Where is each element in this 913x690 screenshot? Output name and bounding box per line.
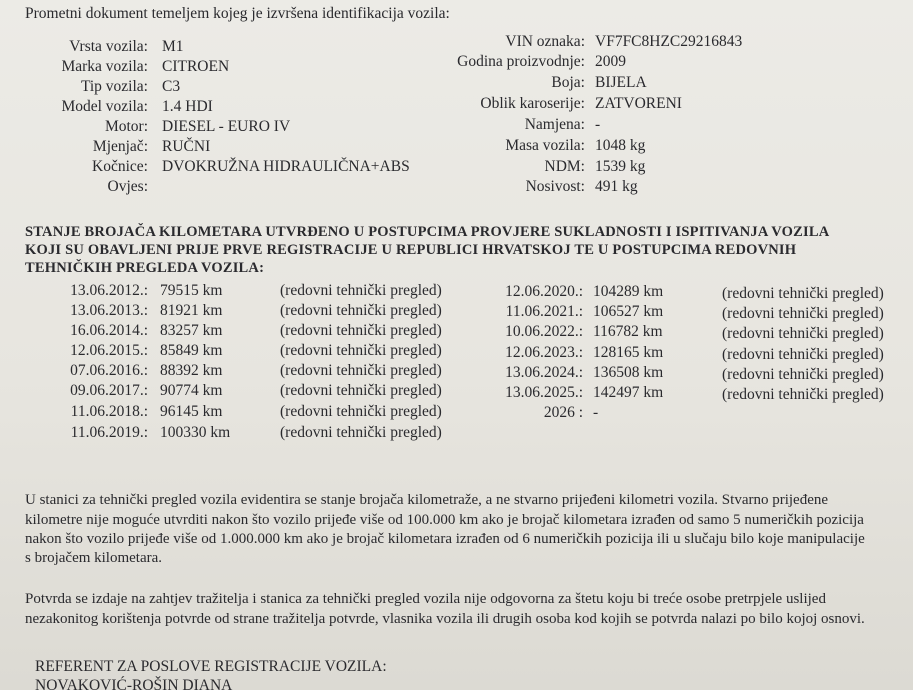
- odometer-date: 2026 :: [543, 404, 583, 421]
- paragraph-line: kilometre nije moguće utvrditi nakon što vozilo prijeđe više od 100.000 km ako je brojač kilometara izrađen od samo 5 numeričkih pozicija: [25, 512, 864, 528]
- info-label: Ovjes:: [107, 178, 148, 195]
- info-value: ZATVORENI: [595, 95, 682, 112]
- info-value: 2009: [595, 53, 626, 70]
- odometer-km: 116782 km: [593, 323, 663, 340]
- info-label: Nosivost:: [525, 178, 585, 195]
- odometer-km: 83257 km: [160, 322, 223, 339]
- odometer-km: 106527 km: [593, 303, 664, 320]
- info-label: Oblik karoserije:: [480, 95, 585, 112]
- odometer-km: 128165 km: [593, 344, 664, 361]
- info-label: Model vozila:: [61, 98, 148, 115]
- odometer-note: (redovni tehnički pregled): [280, 362, 442, 379]
- odometer-note: (redovni tehnički pregled): [722, 325, 884, 342]
- info-label: Boja:: [551, 74, 585, 91]
- odometer-km: 142497 km: [593, 384, 664, 401]
- odometer-date: 16.06.2014.:: [70, 322, 148, 339]
- odometer-km: 79515 km: [160, 282, 223, 299]
- odometer-km: 104289 km: [593, 283, 664, 300]
- paragraph-line: s brojačem kilometara.: [25, 550, 163, 566]
- paragraph-line: Potvrda se izdaje na zahtjev tražitelja i stanica za tehnički pregled vozila nije odgovorna za štetu koju bi treće osobe pretrpjele uslijed: [25, 591, 826, 607]
- odometer-note: (redovni tehnički pregled): [722, 386, 884, 403]
- odometer-km: 85849 km: [160, 342, 223, 359]
- odometer-note: (redovni tehnički pregled): [722, 366, 884, 383]
- odometer-note: (redovni tehnički pregled): [280, 342, 442, 359]
- info-value: DIESEL - EURO IV: [162, 118, 291, 135]
- odometer-date: 13.06.2025.:: [505, 384, 583, 401]
- odometer-note: (redovni tehnički pregled): [722, 305, 884, 322]
- info-value: 1048 kg: [595, 137, 646, 154]
- odometer-km: 81921 km: [160, 302, 223, 319]
- info-value: 1539 kg: [595, 158, 646, 175]
- odometer-note: (redovni tehnički pregled): [722, 346, 884, 363]
- referent-name: NOVAKOVIĆ-ROŠIN DIANA: [35, 677, 233, 690]
- odometer-date: 13.06.2013.:: [70, 302, 148, 319]
- odometer-date: 10.06.2022.:: [505, 323, 583, 340]
- odometer-note: (redovni tehnički pregled): [280, 302, 442, 319]
- section-title-line: STANJE BROJAČA KILOMETARA UTVRĐENO U POSTUPCIMA PROVJERE SUKLADNOSTI I ISPITIVANJA VOZILA: [25, 224, 830, 240]
- info-label: Mjenjač:: [92, 138, 148, 155]
- info-label: Namjena:: [524, 116, 585, 133]
- paragraph-line: nezakonitog korištenja potvrde od strane tražitelja potvrde, vlasnika vozila ili drugih osoba kod kojih se potvrda nalazi po bilo kojoj osnovi.: [25, 611, 865, 627]
- odometer-date: 11.06.2021.:: [505, 303, 583, 320]
- odometer-km: 96145 km: [160, 403, 223, 420]
- odometer-date: 09.06.2017.:: [70, 382, 148, 399]
- info-value: C3: [162, 78, 181, 95]
- odometer-note: (redovni tehnički pregled): [280, 322, 442, 339]
- odometer-note: (redovni tehnički pregled): [280, 382, 442, 399]
- odometer-note: (redovni tehnički pregled): [280, 282, 442, 299]
- info-value: RUČNI: [162, 138, 211, 155]
- info-value: -: [595, 116, 601, 133]
- info-label: Motor:: [104, 118, 148, 135]
- odometer-km: 136508 km: [593, 364, 664, 381]
- odometer-date: 12.06.2023.:: [505, 344, 583, 361]
- info-label: Tip vozila:: [80, 78, 148, 95]
- odometer-date: 11.06.2018.:: [70, 403, 148, 420]
- odometer-note: (redovni tehnički pregled): [722, 285, 884, 302]
- odometer-note: (redovni tehnički pregled): [280, 403, 442, 420]
- odometer-km: -: [593, 404, 599, 421]
- odometer-note: (redovni tehnički pregled): [280, 424, 442, 441]
- odometer-date: 13.06.2012.:: [70, 282, 148, 299]
- odometer-date: 11.06.2019.:: [70, 424, 148, 441]
- odometer-date: 12.06.2020.:: [505, 283, 583, 300]
- info-label: Marka vozila:: [61, 58, 148, 75]
- info-label: Masa vozila:: [505, 137, 585, 154]
- info-value: M1: [162, 38, 184, 55]
- info-value: VF7FC8HZC29216843: [595, 33, 743, 50]
- info-label: Vrsta vozila:: [69, 38, 148, 55]
- info-value: CITROEN: [162, 58, 230, 75]
- info-label: NDM:: [544, 158, 585, 175]
- odometer-km: 90774 km: [160, 382, 223, 399]
- info-label: Kočnice:: [92, 158, 148, 175]
- info-value: BIJELA: [595, 74, 647, 91]
- section-title-line: TEHNIČKIH PREGLEDA VOZILA:: [25, 260, 265, 276]
- info-label: VIN oznaka:: [505, 33, 585, 50]
- info-value: 1.4 HDI: [162, 98, 213, 115]
- section-title-line: KOJI SU OBAVLJENI PRIJE PRVE REGISTRACIJE U REPUBLICI HRVATSKOJ TE U POSTUPCIMA REDOVNIH: [25, 242, 797, 258]
- info-label: Godina proizvodnje:: [457, 53, 585, 70]
- info-value: 491 kg: [595, 178, 638, 195]
- info-value: DVOKRUŽNA HIDRAULIČNA+ABS: [162, 158, 410, 175]
- paragraph-line: nakon što vozilo prijeđe više od 1.000.000 km ako je brojač kilometara izrađen od 6 numeričkih pozicija ili u slučaju bilo koje manipulacije: [25, 531, 865, 547]
- paragraph-line: U stanici za tehnički pregled vozila evidentira se stanje brojača kilometraže, a ne stvarno prijeđeni kilometri vozila. Stvarno prijeđene: [25, 492, 829, 508]
- document-header: Prometni dokument temeljem kojeg je izvršena identifikacija vozila:: [25, 5, 450, 22]
- odometer-date: 07.06.2016.:: [70, 362, 148, 379]
- odometer-date: 12.06.2015.:: [70, 342, 148, 359]
- referent-label: REFERENT ZA POSLOVE REGISTRACIJE VOZILA:: [35, 658, 387, 675]
- odometer-date: 13.06.2024.:: [505, 364, 583, 381]
- odometer-km: 100330 km: [160, 424, 231, 441]
- odometer-km: 88392 km: [160, 362, 223, 379]
